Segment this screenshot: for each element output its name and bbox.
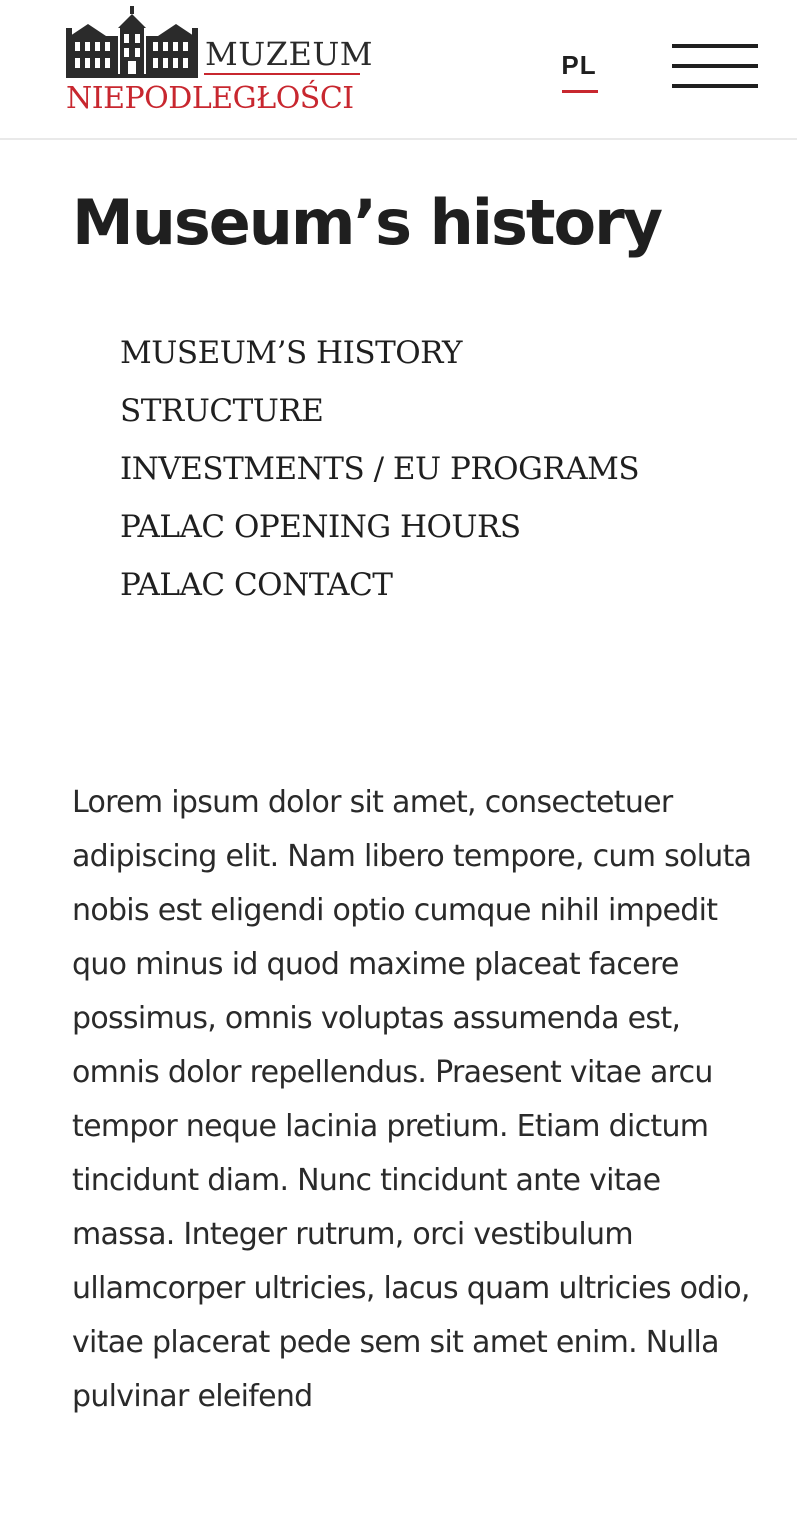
subnav-link[interactable]: PALAC OPENING HOURS: [120, 509, 521, 545]
palace-building-icon: [66, 6, 198, 78]
logo-text-niepodleglosci: NIEPODLEGŁOŚCI: [66, 81, 354, 116]
hamburger-bar: [672, 84, 758, 88]
section-subnav: [120, 333, 639, 623]
subnav-item-investments: [120, 449, 639, 507]
subnav-link[interactable]: MUSEUM’S HISTORY: [120, 335, 463, 371]
subnav-item-structure: [120, 391, 639, 449]
subnav-link[interactable]: INVESTMENTS / EU PROGRAMS: [120, 451, 640, 487]
subnav-link[interactable]: STRUCTURE: [120, 393, 324, 429]
hamburger-menu-icon[interactable]: [668, 40, 762, 96]
subnav-item-opening-hours: [120, 507, 639, 565]
subnav-link[interactable]: PALAC CONTACT: [120, 567, 393, 603]
logo-text-muzeum: MUZEUM: [205, 35, 374, 73]
language-switch-link[interactable]: PL: [561, 50, 597, 80]
site-header: [0, 0, 797, 140]
hamburger-bar: [672, 44, 758, 48]
museum-logo[interactable]: [66, 6, 374, 116]
logo-divider: [204, 73, 360, 75]
hamburger-bar: [672, 64, 758, 68]
subnav-item-contact: [120, 565, 639, 623]
subnav-item-museums-history: [120, 333, 639, 391]
page-title: Museum’s history: [72, 186, 662, 259]
body-paragraph: Lorem ipsum dolor sit amet, consectetuer adipiscing elit. Nam libero tempore, cum soluta nobis est eligendi optio cumque nihil impedit quo minus id quod maxime placeat facere possimus, omnis voluptas assumenda est, omnis dolor repellendus. Praesent vitae arcu tempor neque lacinia pretium. Etiam dictum tincidunt diam. Nunc tincidunt ante vitae massa. Integer rutrum, orci vestibulum ullamcorper ultricies, lacus quam ultricies odio, vitae placerat pede sem sit amet enim. Nulla pulvinar eleifend: [72, 785, 752, 1414]
language-underline: [562, 90, 598, 93]
